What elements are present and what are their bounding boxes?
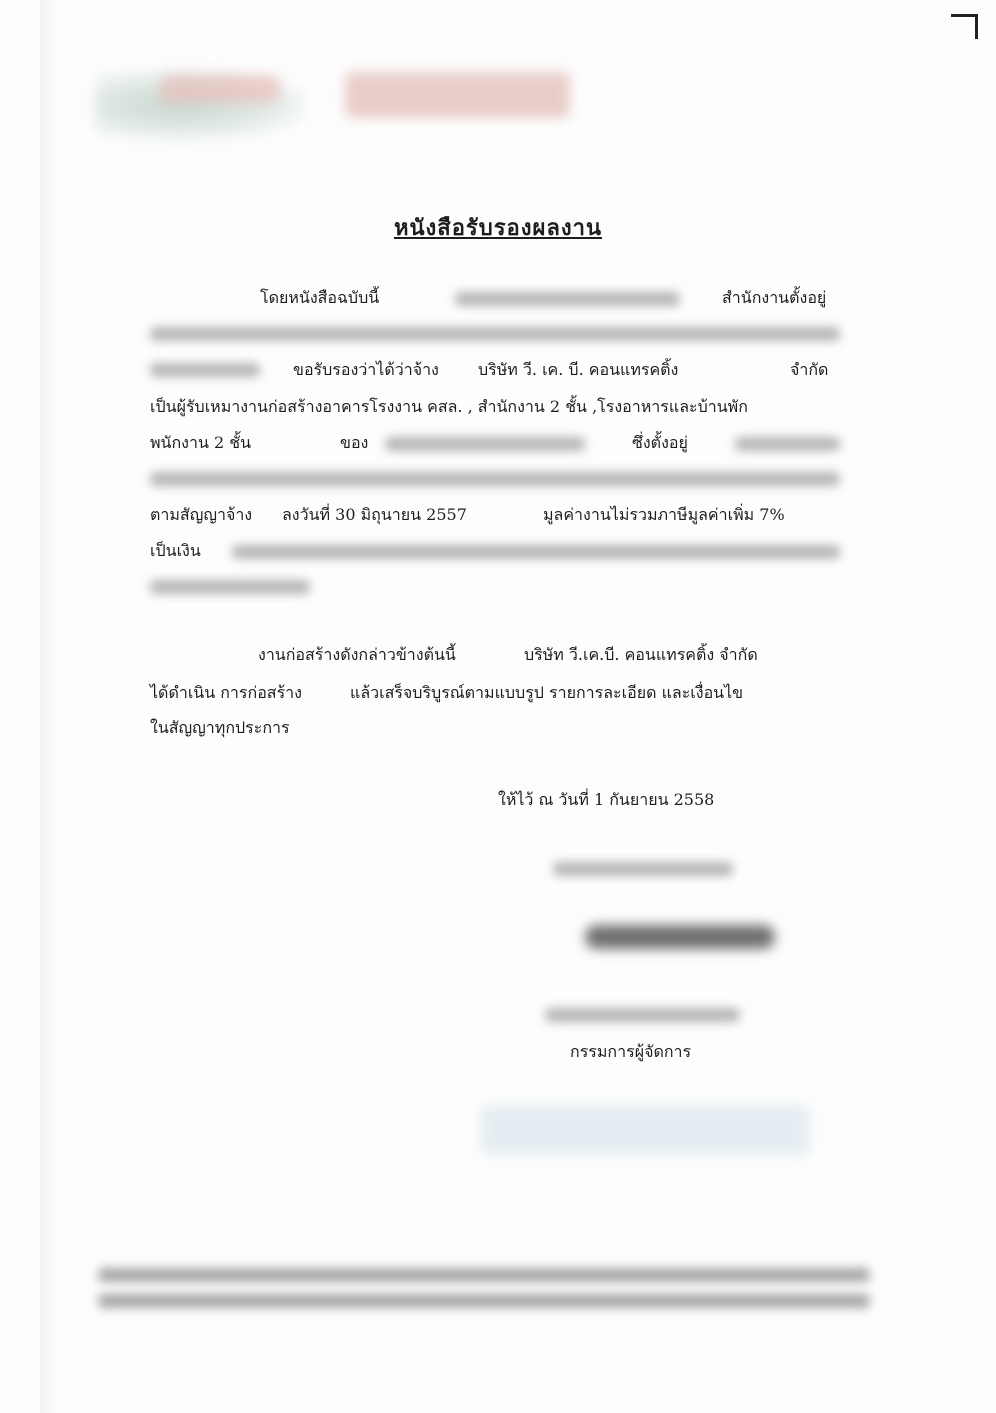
contractor-suffix: จำกัด [790,360,829,379]
contract-label: ตามสัญญาจ้าง [150,505,253,524]
redacted-owner-address [735,437,840,451]
letterhead-company-name [345,72,570,118]
contract-value-label: มูลค่างานไม่รวมภาษีมูลค่าเพิ่ม 7% [543,505,785,524]
contract-date: ลงวันที่ 30 มิถุนายน 2557 [282,505,467,524]
document-title: หนังสือรับรองผลงาน [394,215,602,241]
completion-statement: แล้วเสร็จบริบูรณ์ตามแบบรูป รายการละเอียด และเงื่อนไข [350,683,744,702]
redacted-company-name [455,292,680,306]
redacted-footer-line-2 [98,1294,870,1308]
completion-end: ในสัญญาทุกประการ [150,718,290,737]
company-stamp [480,1105,810,1155]
contractor-name: บริษัท วี. เค. บี. คอนแทรคติ้ง [478,360,679,379]
redacted-amount-cont [150,580,310,594]
redacted-address-line [150,327,840,341]
redacted-amount [232,545,840,559]
project-description-cont: พนักงาน 2 ชั้น [150,433,252,452]
redacted-address-end [150,363,260,377]
project-description: เป็นผู้รับเหมางานก่อสร้างอาคารโรงงาน คสล. , สำนักงาน 2 ชั้น ,โรงอาหารและบ้านพัก [150,397,748,416]
completion-intro: งานก่อสร้างดังกล่าวข้างต้นนี้ [258,645,456,664]
issue-date: ให้ไว้ ณ วันที่ 1 กันยายน 2558 [498,790,715,809]
redacted-signer-name [545,1008,740,1022]
letterhead-logo-accent [160,75,280,103]
located-at-label: ซึ่งตั้งอยู่ [632,433,688,452]
completion-action: ได้ดำเนิน การก่อสร้าง [150,683,302,702]
completion-contractor: บริษัท วี.เค.บี. คอนแทรคติ้ง จำกัด [524,645,758,664]
redacted-signer-company [553,862,733,876]
corner-mark [951,14,978,39]
signer-position: กรรมการผู้จัดการ [570,1042,692,1061]
redacted-footer-line-1 [98,1268,870,1282]
intro-line-start: โดยหนังสือฉบับนี้ [260,288,380,307]
redacted-owner-address-cont [150,472,840,486]
signature [585,925,775,949]
redacted-owner-name [385,437,585,451]
intro-line-end: สำนักงานตั้งอยู่ [722,288,827,307]
owner-label: ของ [340,433,369,452]
amount-label: เป็นเงิน [150,541,201,560]
certify-hire-text: ขอรับรองว่าได้ว่าจ้าง [293,360,439,379]
